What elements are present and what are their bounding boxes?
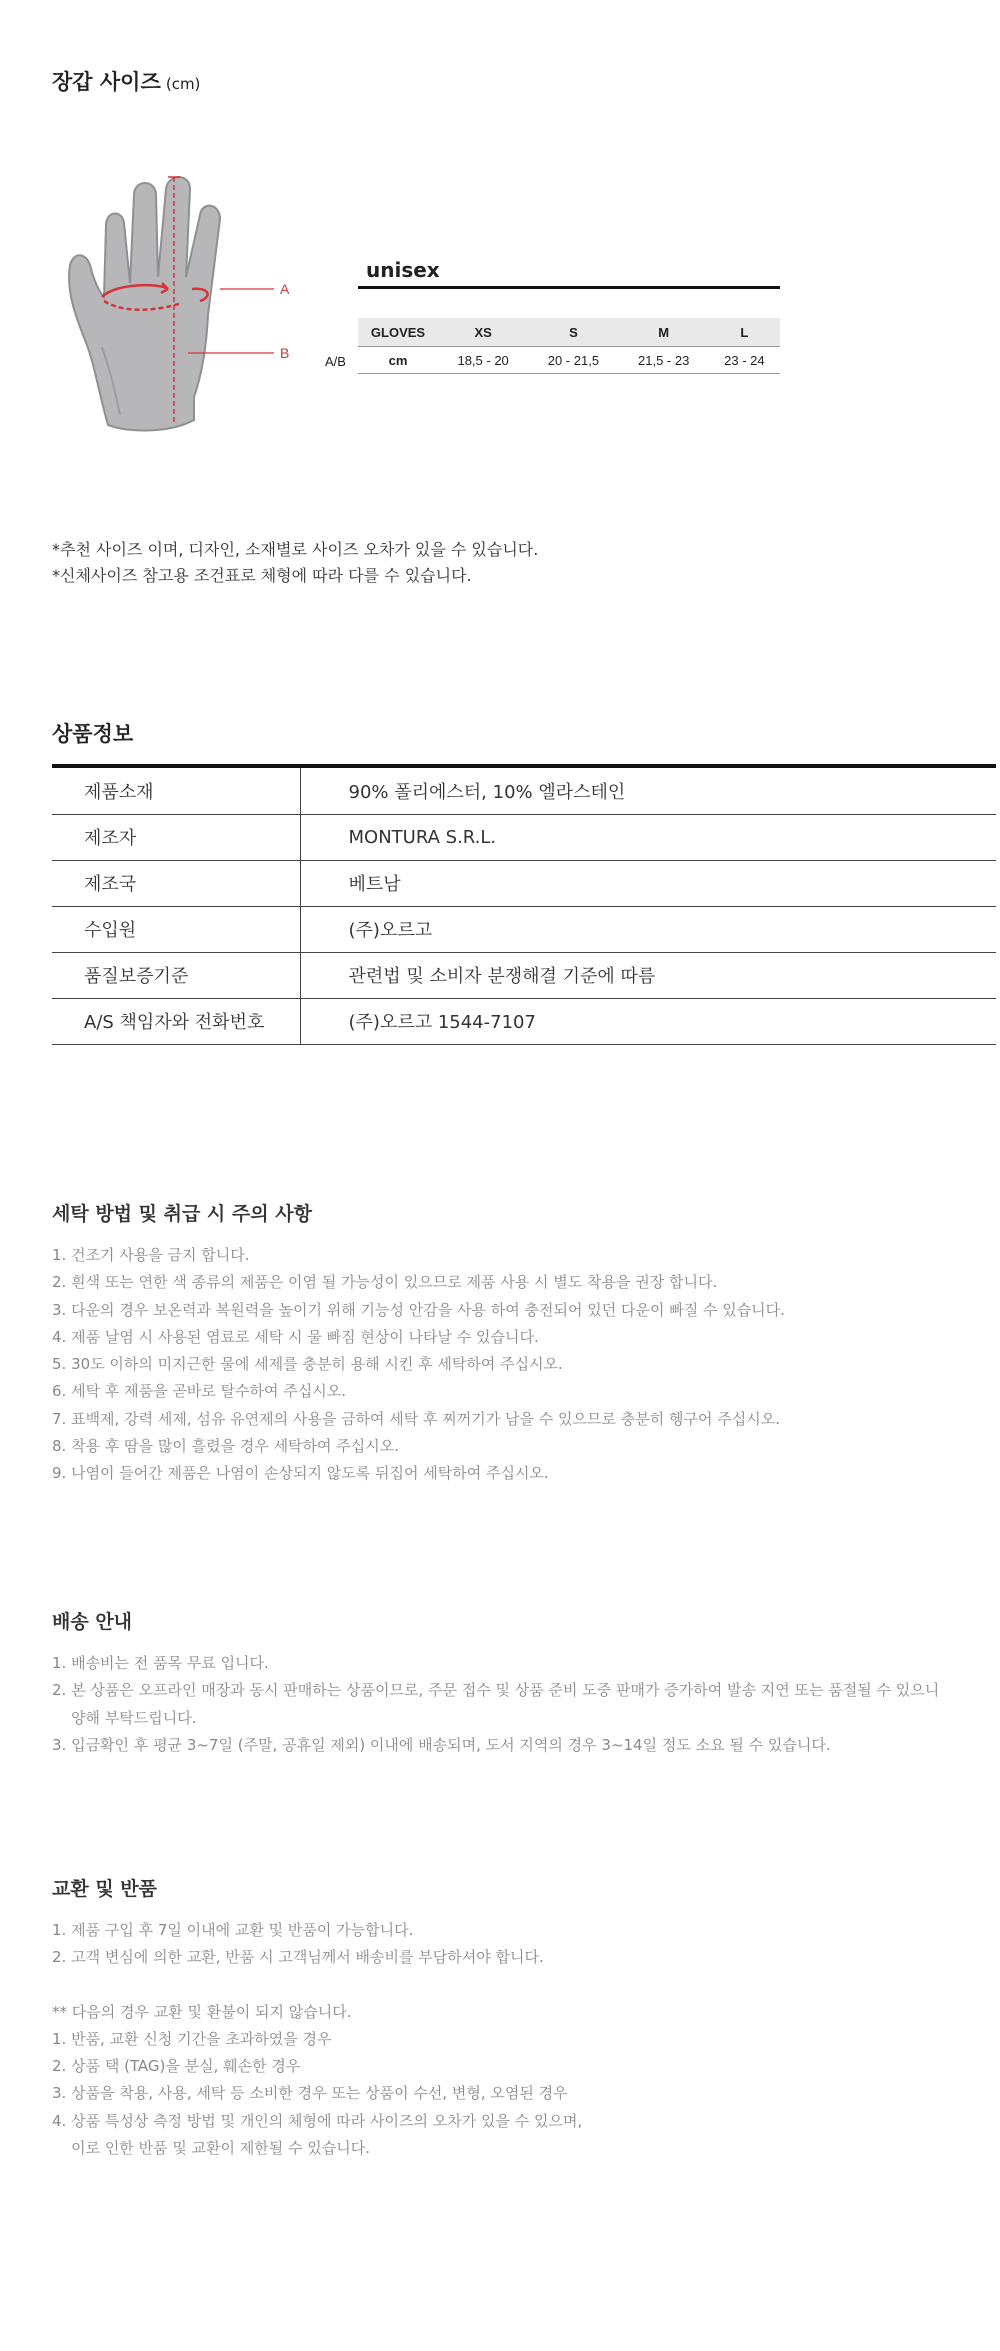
list-item: ** 다음의 경우 교환 및 환불이 되지 않습니다. (52, 2002, 352, 2021)
list-item: 이로 인한 반품 및 교환이 제한될 수 있습니다. (52, 2139, 371, 2158)
washing-title: 세탁 방법 및 취급 시 주의 사항 (52, 1203, 312, 1225)
size-note: *추천 사이즈 이며, 디자인, 소재별로 사이즈 오차가 있을 수 있습니다. (52, 540, 539, 559)
list-item: 1. 반품, 교환 신청 기간을 초과하였을 경우 (52, 2029, 332, 2048)
list-item: 1. 배송비는 전 품목 무료 입니다. (52, 1654, 269, 1672)
cell-l: 23 - 24 (709, 347, 780, 374)
list-item: 2. 본 상품은 오프라인 매장과 동시 판매하는 상품이므로, 주문 접수 및 상품 준비 도중 판매가 증가하여 발송 지연 또는 품절될 수 있으니 (52, 1681, 940, 1700)
info-value: 관련법 및 소비자 분쟁해결 기준에 따름 (300, 952, 996, 998)
list-item: 3. 다운의 경우 보온력과 복원력을 높이기 위해 기능성 안감을 사용 하여 충전되어 있던 다운이 빠질 수 있습니다. (52, 1300, 785, 1319)
info-key: 제조자 (52, 814, 300, 860)
table-row (52, 906, 996, 952)
list-item (52, 1972, 582, 1999)
list-item: 7. 표백제, 강력 세제, 섬유 유연제의 사용을 금하여 세탁 후 찌꺼기가 남을 수 있으므로 충분히 헹구어 주십시오. (52, 1409, 780, 1428)
list-item: 2. 고객 변심에 의한 교환, 반품 시 고객님께서 배송비를 부담하셔야 합니다. (52, 1948, 544, 1967)
info-key: 품질보증기준 (52, 952, 300, 998)
glove-diagram (60, 165, 320, 435)
washing-list (52, 1242, 785, 1488)
col-gloves: GLOVES (358, 318, 438, 347)
gender-label: unisex (366, 258, 440, 282)
glove-icon (69, 177, 220, 430)
size-notes (52, 537, 538, 589)
size-note: *신체사이즈 참고용 조건표로 체형에 따라 다를 수 있습니다. (52, 566, 472, 585)
list-item: 9. 나염이 들어간 제품은 나염이 손상되지 않도록 뒤집어 세탁하여 주십시오. (52, 1464, 549, 1483)
size-table-header (358, 318, 780, 347)
row-label-ab: A/B (325, 354, 346, 369)
list-item: 6. 세탁 후 제품을 곧바로 탈수하여 주십시오. (52, 1382, 347, 1401)
col-s: S (528, 318, 618, 347)
info-value: (주)오르고 (300, 906, 996, 952)
product-info-title: 상품정보 (52, 722, 134, 746)
cell-s: 20 - 21,5 (528, 347, 618, 374)
info-key: 제조국 (52, 860, 300, 906)
table-row (52, 998, 996, 1044)
list-item: 4. 제품 날염 시 사용된 염료로 세탁 시 물 빠짐 현상이 나타날 수 있습니다. (52, 1327, 539, 1346)
col-xs: XS (438, 318, 528, 347)
size-title (52, 66, 200, 96)
list-item: 4. 상품 특성상 측정 방법 및 개인의 체형에 따라 사이즈의 오차가 있을 수 있으며, (52, 2111, 583, 2130)
table-row (52, 814, 996, 860)
col-m: M (619, 318, 709, 347)
table-row (52, 860, 996, 906)
label-a: A (280, 281, 290, 297)
product-info-table (52, 768, 996, 1045)
shipping-list (52, 1650, 939, 1759)
info-value: MONTURA S.R.L. (300, 814, 996, 860)
info-key: A/S 책임자와 전화번호 (52, 998, 300, 1044)
size-title-text: 장갑 사이즈 (52, 70, 161, 94)
label-b: B (280, 345, 290, 361)
shipping-title: 배송 안내 (52, 1611, 133, 1633)
info-value: 90% 폴리에스터, 10% 엘라스테인 (300, 768, 996, 814)
list-item: 1. 제품 구입 후 7일 이내에 교환 및 반품이 가능합니다. (52, 1921, 414, 1939)
size-table (358, 318, 780, 374)
exchange-title: 교환 및 반품 (52, 1878, 157, 1900)
cell-unit: cm (358, 347, 438, 374)
list-item: 양해 부탁드립니다. (52, 1708, 197, 1727)
list-item: 3. 입금확인 후 평균 3~7일 (주말, 공휴일 제외) 이내에 배송되며, 도서 지역의 경우 3~14일 정도 소요 될 수 있습니다. (52, 1735, 831, 1754)
list-item: 5. 30도 이하의 미지근한 물에 세제를 충분히 용해 시킨 후 세탁하여 주십시오. (52, 1355, 563, 1374)
gender-underline (358, 286, 780, 289)
size-unit: (cm) (165, 75, 201, 93)
info-key: 제품소재 (52, 768, 300, 814)
list-item: 1. 건조기 사용을 금지 합니다. (52, 1246, 250, 1264)
table-row (52, 952, 996, 998)
col-l: L (709, 318, 780, 347)
exchange-list (52, 1917, 582, 2162)
info-value: (주)오르고 1544-7107 (300, 998, 996, 1044)
list-item: 3. 상품을 착용, 사용, 세탁 등 소비한 경우 또는 상품이 수선, 변형, 오염된 경우 (52, 2084, 568, 2103)
list-item: 8. 착용 후 땀을 많이 흘렸을 경우 세탁하여 주십시오. (52, 1437, 400, 1456)
cell-xs: 18,5 - 20 (438, 347, 528, 374)
list-item: 2. 흰색 또는 연한 색 종류의 제품은 이염 될 가능성이 있으므로 제품 사용 시 별도 착용을 권장 합니다. (52, 1273, 718, 1292)
size-table-row (358, 347, 780, 374)
table-row (52, 768, 996, 814)
info-value: 베트남 (300, 860, 996, 906)
cell-m: 21,5 - 23 (619, 347, 709, 374)
info-key: 수입원 (52, 906, 300, 952)
list-item: 2. 상품 택 (TAG)을 분실, 훼손한 경우 (52, 2057, 301, 2076)
